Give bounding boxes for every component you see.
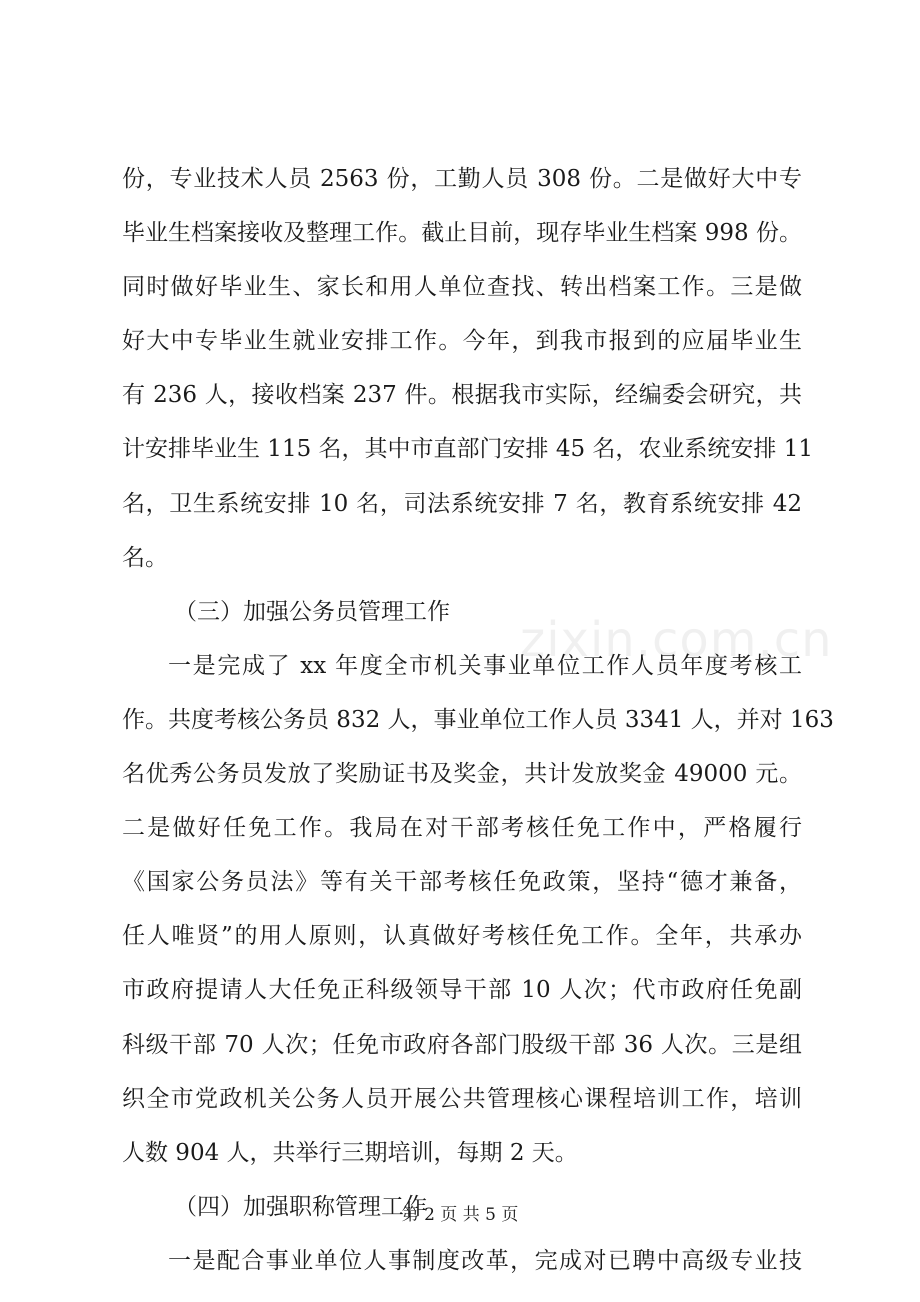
paragraph-line: 好大中专毕业生就业安排工作。今年，到我市报到的应届毕业生 (122, 328, 802, 355)
paragraph-line: 毕业生档案接收及整理工作。截止目前，现存毕业生档案 998 份。 (122, 220, 802, 247)
watermark: zixin.com.cn (520, 612, 833, 668)
paragraph-line: 一是完成了 xx 年度全市机关事业单位工作人员年度考核工 (168, 652, 802, 679)
paragraph-line: 份，专业技术人员 2563 份，工勤人员 308 份。二是做好大中专 (122, 166, 802, 192)
paragraph-line: 同时做好毕业生、家长和用人单位查找、转出档案工作。三是做 (122, 274, 802, 301)
paragraph-line: 一是配合事业单位人事制度改革，完成对已聘中高级专业技 (168, 1247, 802, 1274)
paragraph-line: 人数 904 人，共举行三期培训，每期 2 天。 (122, 1139, 578, 1166)
paragraph-line: 二是做好任免工作。我局在对干部考核任免工作中，严格履行 (122, 815, 802, 842)
paragraph-line: 名。 (122, 544, 168, 571)
paragraph-line: 《国家公务员法》等有关干部考核任免政策，坚持“德才兼备， (122, 869, 802, 896)
paragraph-line: 名优秀公务员发放了奖励证书及奖金，共计发放奖金 49000 元。 (122, 761, 802, 788)
paragraph-line: 织全市党政机关公务人员开展公共管理核心课程培训工作，培训 (122, 1085, 802, 1112)
section-heading: （四）加强职称管理工作 (174, 1193, 427, 1220)
paragraph-line: 作。共度考核公务员 832 人，事业单位工作人员 3341 人，并对 163 (122, 706, 834, 733)
paragraph-line: 任人唯贤”的用人原则，认真做好考核任免工作。全年，共承办 (122, 923, 802, 950)
section-heading: （三）加强公务员管理工作 (174, 598, 450, 625)
paragraph-line: 计安排毕业生 115 名，其中市直部门安排 45 名，农业系统安排 11 (122, 436, 813, 463)
document-body (122, 152, 834, 1288)
paragraph-line: 有 236 人，接收档案 237 件。根据我市实际，经编委会研究，共 (122, 382, 802, 409)
paragraph-line: 名，卫生系统安排 10 名，司法系统安排 7 名，教育系统安排 42 (122, 490, 802, 517)
paragraph-line: 科级干部 70 人次；任免市政府各部门股级干部 36 人次。三是组 (122, 1031, 802, 1058)
paragraph-line: 市政府提请人大任免正科级领导干部 10 人次；代市政府任免副 (122, 977, 802, 1004)
page-footer: 第 2 页 共 5 页 (401, 1205, 519, 1225)
